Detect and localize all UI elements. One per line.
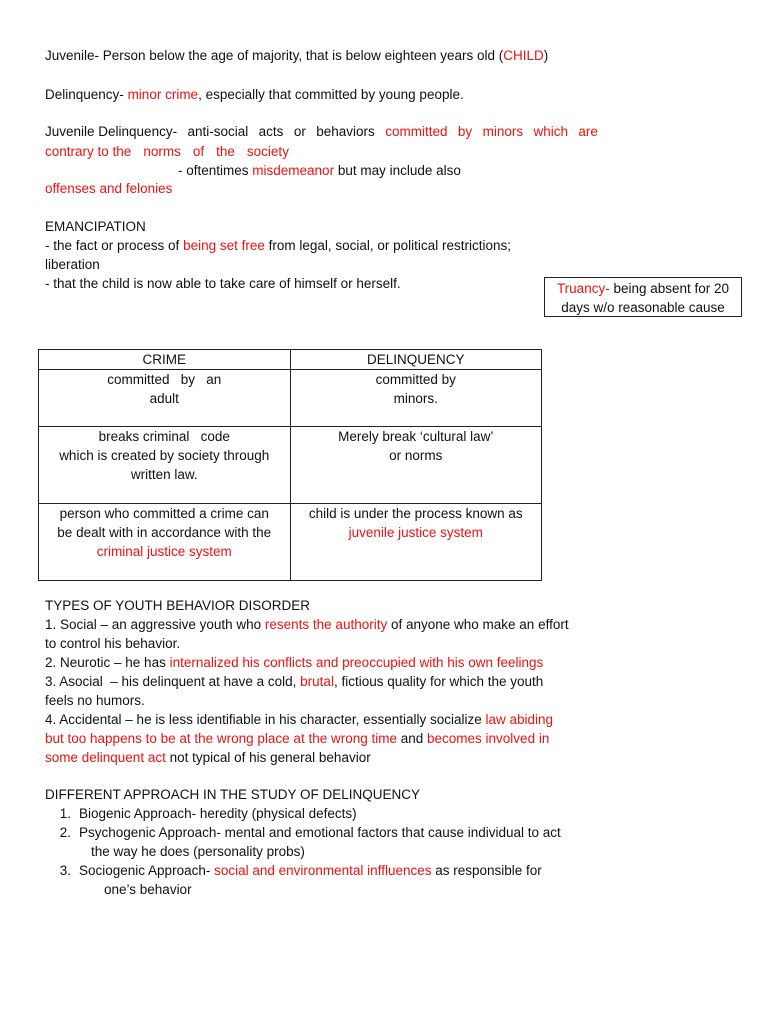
delinquency-cell: child is under the process known as juvenile justice system	[290, 504, 542, 581]
type-social: 1. Social – an aggressive youth who resents the authority of anyone who make an effort	[45, 617, 569, 632]
header-delinquency: DELINQUENCY	[290, 350, 542, 370]
offenses-felonies: offenses and felonies	[45, 181, 173, 196]
type-social-cont: to control his behavior.	[45, 636, 181, 651]
approach-sociogenic: 3. Sociogenic Approach- social and environmental inffluences as responsible for	[59, 863, 542, 878]
juvenile-definition: Juvenile- Person below the age of majority, that is below eighteen years old (CHILD)	[45, 48, 549, 63]
table-row	[39, 504, 542, 581]
juvenile-justice-highlight: juvenile justice system	[348, 525, 483, 540]
approach-psychogenic-cont: the way he does (personality probs)	[91, 844, 305, 859]
crime-cell: committed by an adult	[39, 370, 291, 427]
emancipation-heading: EMANCIPATION	[45, 219, 146, 234]
table-row	[39, 427, 542, 504]
type-asocial-cont: feels no humors.	[45, 693, 145, 708]
emancipation-line1: - the fact or process of being set free from legal, social, or political restrictions;	[45, 238, 511, 253]
crime-cell: person who committed a crime can be dealt with in accordance with the criminal justice system	[39, 504, 291, 581]
crime-vs-delinquency-table	[38, 349, 542, 581]
type-asocial: 3. Asocial – his delinquent at have a cold, brutal, fictious quality for which the youth	[45, 674, 544, 689]
type-accidental-cont2: some delinquent act not typical of his general behavior	[45, 750, 371, 765]
emancipation-line3: - that the child is now able to take care of himself or herself.	[45, 276, 401, 291]
set-free-highlight: being set free	[183, 238, 265, 253]
truancy-line2: days w/o reasonable cause	[561, 300, 725, 315]
criminal-justice-highlight: criminal justice system	[96, 544, 232, 559]
minor-crime-highlight: minor crime	[127, 87, 199, 102]
delinquency-cell: Merely break ‘cultural law’ or norms	[290, 427, 542, 504]
juvenile-delinquency-line3: - oftentimes misdemeanor but may include also	[178, 163, 461, 178]
type-neurotic: 2. Neurotic – he has internalized his conflicts and preoccupied with his own feelings	[45, 655, 544, 670]
delinquency-cell: committed by minors.	[290, 370, 542, 427]
types-heading: TYPES OF YOUTH BEHAVIOR DISORDER	[45, 598, 311, 613]
truancy-box	[544, 277, 742, 317]
misdemeanor-highlight: misdemeanor	[252, 163, 335, 178]
approach-psychogenic: 2. Psychogenic Approach- mental and emotional factors that cause individual to act	[59, 825, 561, 840]
juvenile-term: Juvenile	[45, 48, 95, 63]
approach-biogenic: 1. Biogenic Approach- heredity (physical defects)	[59, 806, 357, 821]
crime-cell: breaks criminal code which is created by society through written law.	[39, 427, 291, 504]
table-header-row	[39, 350, 542, 370]
approach-sociogenic-cont: one’s behavior	[104, 882, 192, 897]
header-crime: CRIME	[39, 350, 291, 370]
juvenile-delinquency-line1: Juvenile Delinquency- anti-social acts or behaviors committed by minors which are	[45, 124, 598, 139]
type-accidental-cont1: but too happens to be at the wrong place at the wrong time and becomes involved in	[45, 731, 550, 746]
truancy-line1: Truancy- being absent for 20	[556, 281, 730, 296]
table-row	[39, 370, 542, 427]
truancy-term: Truancy-	[556, 281, 610, 296]
delinquency-definition: Delinquency- minor crime, especially that committed by young people.	[45, 87, 464, 102]
emancipation-line2: liberation	[45, 257, 100, 272]
approaches-heading: DIFFERENT APPROACH IN THE STUDY OF DELINQUENCY	[45, 787, 421, 802]
type-accidental: 4. Accidental – he is less identifiable in his character, essentially socialize law abiding	[45, 712, 554, 727]
juvenile-delinquency-line2: contrary to the norms of the society	[45, 144, 289, 159]
child-highlight: CHILD	[503, 48, 544, 63]
